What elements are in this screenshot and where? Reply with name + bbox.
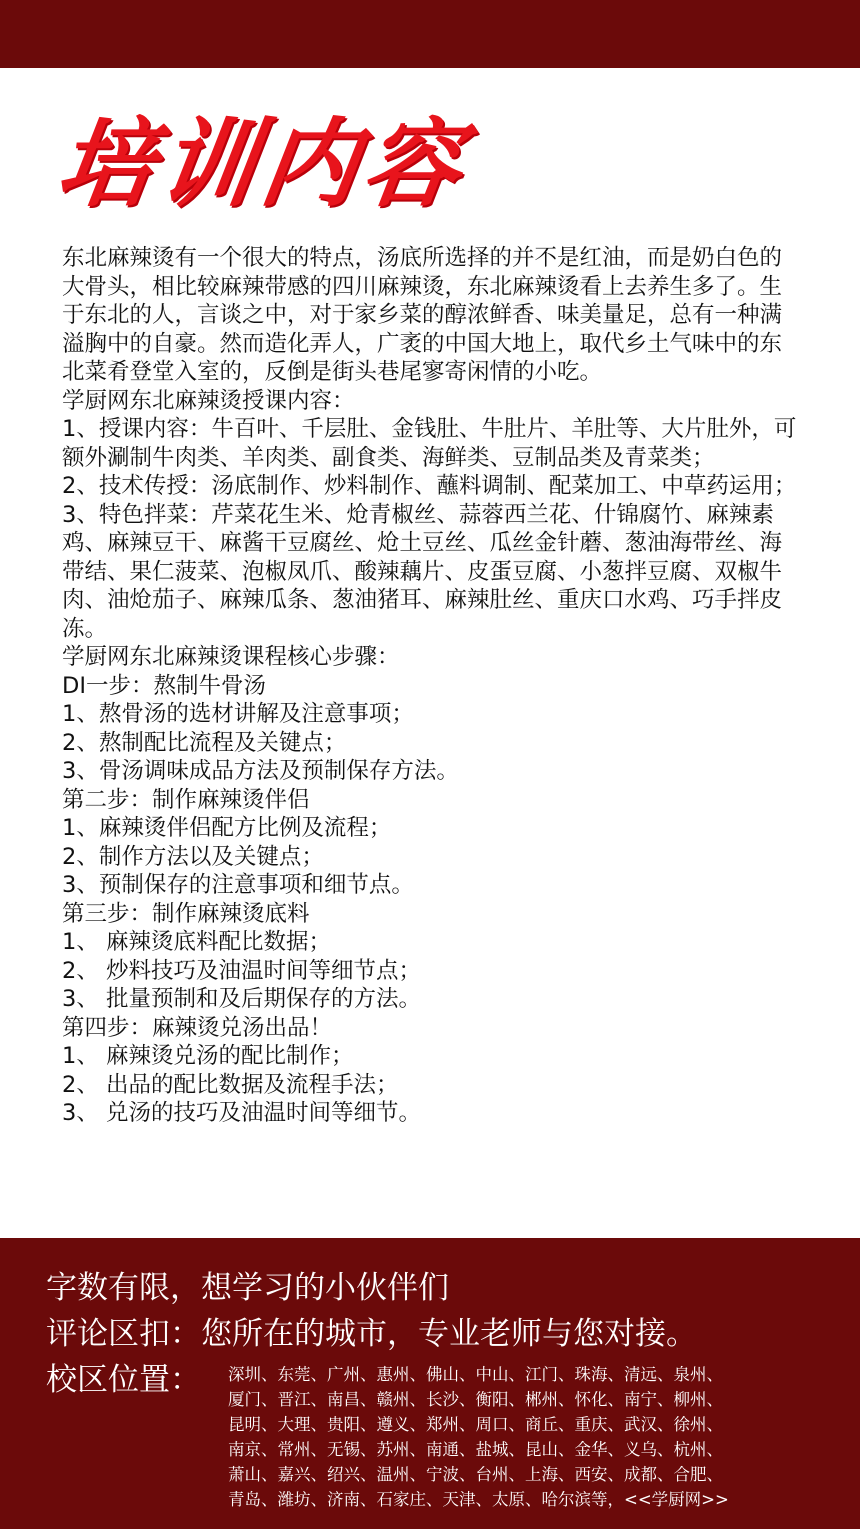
- city-line: 南京、常州、无锡、苏州、南通、盐城、昆山、金华、义乌、杭州、: [228, 1440, 723, 1459]
- step-item: 1、麻辣烫伴侣配方比例及流程；: [62, 815, 392, 841]
- step-item: 1、 麻辣烫兑汤的配比制作；: [62, 1043, 354, 1069]
- step-title: 第二步：制作麻辣烫伴侣: [62, 786, 310, 813]
- step-item: 3、 兑汤的技巧及油温时间等细节。: [62, 1100, 421, 1126]
- step-item: 1、 麻辣烫底料配比数据；: [62, 929, 331, 955]
- city-line: 深圳、东莞、广州、惠州、佛山、中山、江门、珠海、清远、泉州、: [228, 1365, 723, 1384]
- city-line: 厦门、晋江、南昌、赣州、长沙、衡阳、郴州、怀化、南宁、柳州、: [228, 1390, 723, 1409]
- step-item: 3、 批量预制和及后期保存的方法。: [62, 986, 421, 1012]
- step-item: 3、预制保存的注意事项和细节点。: [62, 872, 414, 898]
- footer-panel: [0, 1238, 860, 1529]
- course-heading: 学厨网东北麻辣烫授课内容：: [62, 387, 355, 414]
- step-item: 1、熬骨汤的选材讲解及注意事项；: [62, 701, 414, 727]
- step-item: 2、 炒料技巧及油温时间等细节点；: [62, 957, 421, 984]
- step-title: 第四步：麻辣烫兑汤出品！: [62, 1014, 333, 1041]
- city-line: 萧山、嘉兴、绍兴、温州、宁波、台州、上海、西安、成都、合肥、: [228, 1465, 723, 1484]
- step-item: 2、熬制配比流程及关键点；: [62, 729, 347, 756]
- cta-line-2: 评论区扣：您所在的城市，专业老师与您对接。: [46, 1316, 697, 1352]
- intro-paragraph: 东北麻辣烫有一个很大的特点，汤底所选择的并不是红油，而是奶白色的大骨头，相比较麻辣带感的四川麻辣烫，东北麻辣烫看上去养生多了。生于东北的人，言谈之中，对于家乡菜的醇浓鲜香、味美量足，总有一种满溢胸中的自豪。然而造化弄人，广袤的中国大地上，取代乡土气味中的东北菜肴登堂入室的，反倒是街头巷尾寥寄闲情的小吃。: [62, 245, 783, 385]
- steps-heading: 学厨网东北麻辣烫课程核心步骤：: [62, 644, 400, 670]
- course-item: 2、技术传授：汤底制作、炒料制作、蘸料调制、配菜加工、中草药运用；: [62, 473, 797, 499]
- top-banner: [0, 0, 860, 68]
- step-item: 2、制作方法以及关键点；: [62, 843, 324, 870]
- course-item: 1、授课内容：牛百叶、千层肚、金钱肚、牛肚片、羊肚等、大片肚外，可额外涮制牛肉类、羊肉类、副食类、海鲜类、豆制品类及青菜类；: [62, 416, 797, 471]
- cta-line-1: 字数有限，想学习的小伙伴们: [46, 1270, 449, 1306]
- page-title: 培训内容: [50, 108, 474, 220]
- step-title: 第三步：制作麻辣烫底料: [62, 900, 310, 927]
- article-body: [62, 244, 802, 1128]
- city-line: 青岛、潍坊、济南、石家庄、天津、太原、哈尔滨等，<<学厨网>>: [228, 1490, 729, 1509]
- step-title: DI一步：熬制牛骨汤: [62, 672, 266, 699]
- step-item: 3、骨汤调味成品方法及预制保存方法。: [62, 758, 459, 784]
- step-item: 2、 出品的配比数据及流程手法；: [62, 1071, 399, 1098]
- course-item: 3、特色拌菜：芹菜花生米、炝青椒丝、蒜蓉西兰花、什锦腐竹、麻辣素鸡、麻辣豆干、麻酱干豆腐丝、炝土豆丝、瓜丝金针蘑、葱油海带丝、海带结、果仁菠菜、泡椒凤爪、酸辣藕片、皮蛋豆腐、小葱拌豆腐、双椒牛肉、油炝茄子、麻辣瓜条、葱油猪耳、麻辣肚丝、重庆口水鸡、巧手拌皮冻。: [62, 501, 783, 642]
- city-list: [228, 1362, 828, 1512]
- campus-label: 校区位置：: [46, 1362, 201, 1398]
- city-line: 昆明、大理、贵阳、遵义、郑州、周口、商丘、重庆、武汉、徐州、: [228, 1415, 723, 1434]
